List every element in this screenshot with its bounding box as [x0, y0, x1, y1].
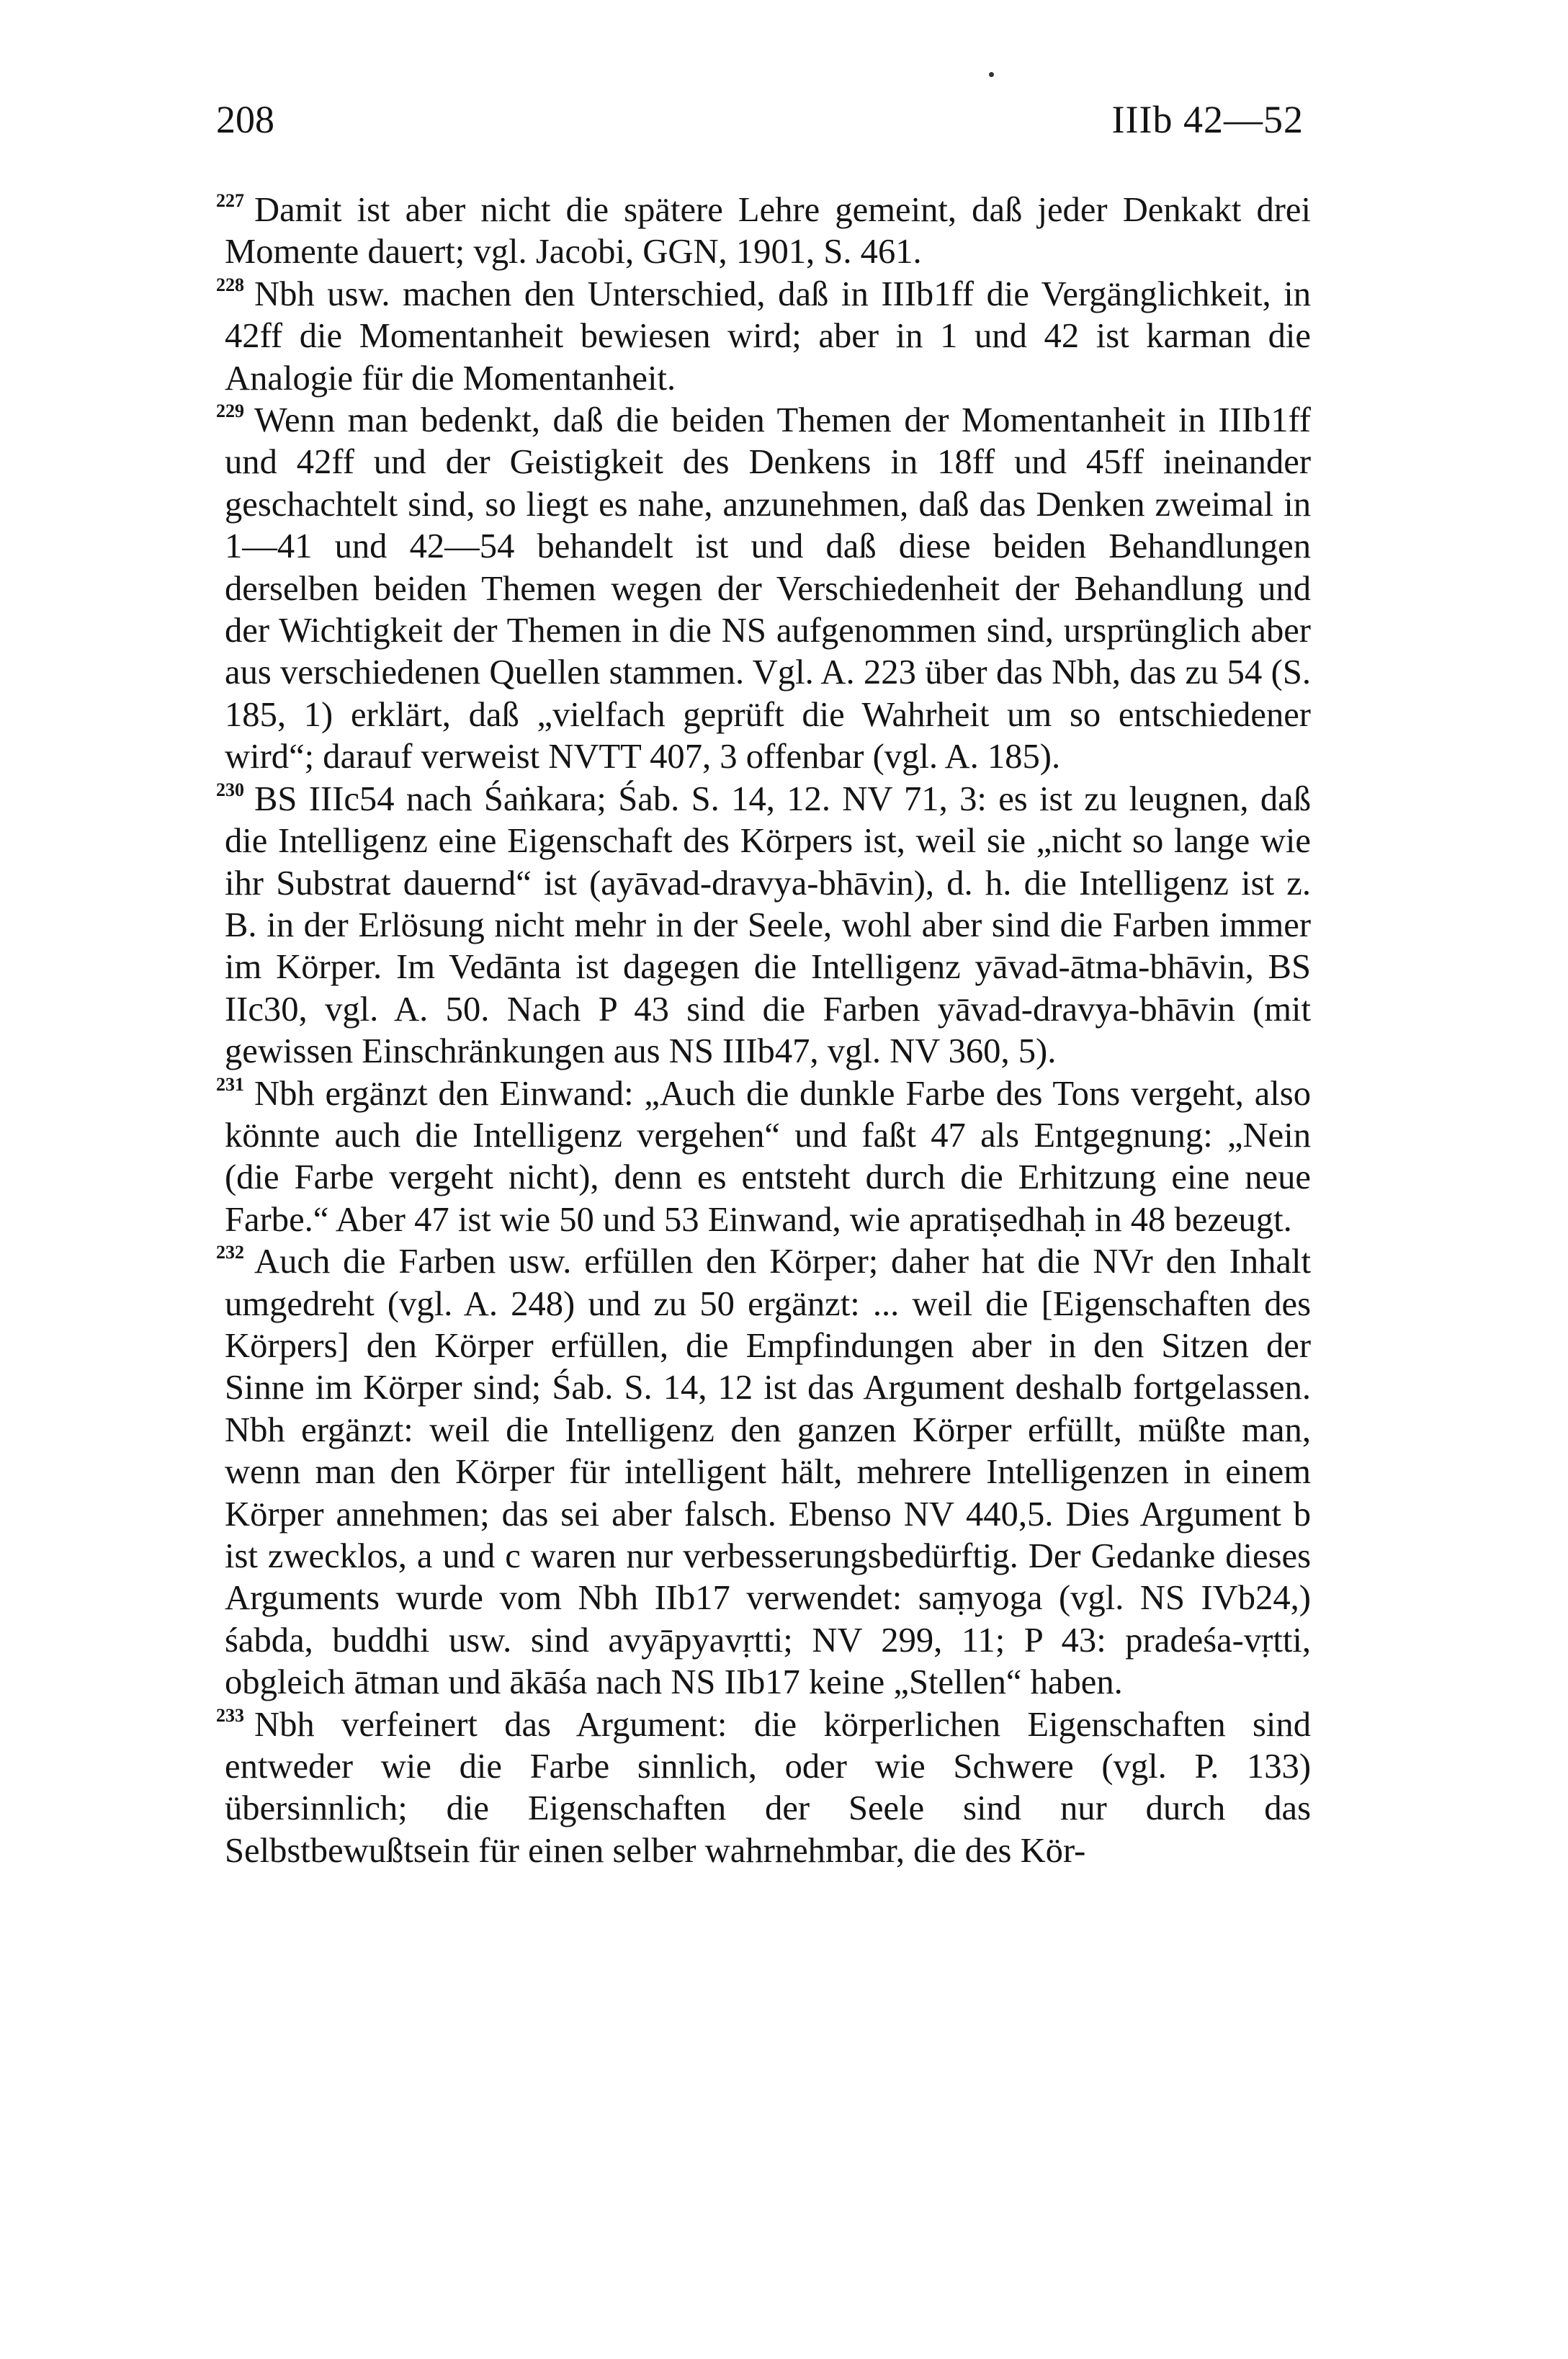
footnote-230	[216, 778, 1311, 1073]
running-head: IIIb 42—52	[1111, 98, 1304, 141]
footnote-number: 231	[216, 1073, 244, 1095]
footnote-number: 228	[216, 274, 244, 295]
footnote-number: 227	[216, 190, 244, 211]
footnote-number: 229	[216, 400, 244, 422]
footnote-number: 233	[216, 1704, 244, 1726]
footnote-number: 230	[216, 779, 244, 800]
footnote-text: Nbh verfeinert das Argument: die körperlichen Eigenschaften sind entweder wie die Farbe sinnlich, oder wie Schwere (vgl. P. 133) übersinnlich; die Eigenschaften der Seele sind nur durch das Selbstbewußtsein für einen selber wahrnehmbar, die des Kör-	[225, 1704, 1311, 1870]
print-speck	[989, 72, 994, 77]
footnote-text: Damit ist aber nicht die spätere Lehre gemeint, daß jeder Denkakt drei Momente dauert; vgl. Jacobi, GGN, 1901, S. 461.	[225, 190, 1311, 272]
footnote-227	[216, 189, 1311, 273]
footnote-text: Nbh ergänzt den Einwand: „Auch die dunkle Farbe des Tons vergeht, also könnte auch die Intelligenz vergehen“ und faßt 47 als Entgegnung: „Nein (die Farbe vergeht nicht), denn es entsteht durch die Erhitzung eine neue Farbe.“ Aber 47 ist wie 50 und 53 Einwand, wie apratiṣedhaḥ in 48 bezeugt.	[225, 1073, 1311, 1239]
footnote-233	[216, 1704, 1311, 1872]
page-number: 208	[216, 98, 274, 141]
footnote-text: Auch die Farben usw. erfüllen den Körper; daher hat die NVr den Inhalt umgedreht (vgl. A. 248) und zu 50 ergänzt: ... weil die [Eigenschaften des Körpers] den Körper erfüllen, die Empfindungen aber in den Sitzen der Sinne im Körper sind; Śab. S. 14, 12 ist das Argument deshalb fortgelassen. Nbh ergänzt: weil die Intelligenz den ganzen Körper erfüllt, müßte man, wenn man den Körper für intelligent hält, mehrere Intelligenzen in einem Körper annehmen; das sei aber falsch. Ebenso NV 440,5. Dies Argument b ist zwecklos, a und c waren nur verbesserungsbedürftig. Der Gedanke dieses Arguments wurde vom Nbh IIb17 verwendet: saṃyoga (vgl. NS IVb24,) śabda, buddhi usw. sind avyāpyavṛtti; NV 299, 11; P 43: pradeśa-vṛtti, obgleich ātman und ākāśa nach NS IIb17 keine „Stellen“ haben.	[225, 1242, 1311, 1702]
footnotes-block	[216, 189, 1311, 1871]
footnote-text: BS IIIc54 nach Śaṅkara; Śab. S. 14, 12. NV 71, 3: es ist zu leugnen, daß die Intelligenz eine Eigenschaft des Körpers ist, weil sie „nicht so lange wie ihr Substrat dauernd“ ist (ayāvad-dravya-bhāvin), d. h. die Intelligenz ist z. B. in der Erlösung nicht mehr in der Seele, wohl aber sind die Farben immer im Körper. Im Vedānta ist dagegen die Intelligenz yāvad-ātma-bhāvin, BS IIc30, vgl. A. 50. Nach P 43 sind die Farben yāvad-dravya-bhāvin (mit gewissen Einschränkungen aus NS IIIb47, vgl. NV 360, 5).	[225, 779, 1311, 1071]
footnote-number: 232	[216, 1242, 244, 1263]
footnote-228	[216, 273, 1311, 399]
footnote-231	[216, 1073, 1311, 1241]
footnote-text: Nbh usw. machen den Unterschied, daß in IIIb1ff die Vergänglichkeit, in 42ff die Momentanheit bewiesen wird; aber in 1 und 42 ist karman die Analogie für die Momentanheit.	[225, 274, 1311, 398]
page-header	[216, 91, 1304, 148]
footnote-232	[216, 1240, 1311, 1703]
footnote-text: Wenn man bedenkt, daß die beiden Themen der Momentanheit in IIIb1ff und 42ff und der Geistigkeit des Denkens in 18ff und 45ff ineinander geschachtelt sind, so liegt es nahe, anzunehmen, daß das Denken zweimal in 1—41 und 42—54 behandelt ist und daß diese beiden Behandlungen derselben beiden Themen wegen der Verschiedenheit der Behandlung und der Wichtigkeit der Themen in die NS aufgenommen sind, ursprünglich aber aus verschiedenen Quellen stammen. Vgl. A. 223 über das Nbh, das zu 54 (S. 185, 1) erklärt, daß „vielfach geprüft die Wahrheit um so entschiedener wird“; darauf verweist NVTT 407, 3 offenbar (vgl. A. 185).	[225, 400, 1311, 776]
footnote-229	[216, 399, 1311, 778]
